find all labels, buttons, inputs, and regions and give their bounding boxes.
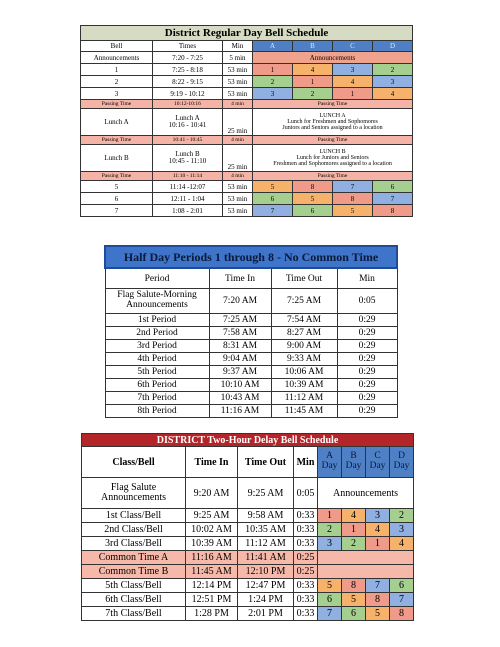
- day-cell: 5: [253, 181, 293, 193]
- min-cell: 0:29: [337, 314, 397, 327]
- day-cell: 4: [333, 76, 373, 88]
- time-out-cell: 10:39 AM: [271, 379, 337, 392]
- day-c-header: [366, 447, 390, 478]
- day-cell: 8: [366, 593, 390, 607]
- flag-salute-label: [105, 289, 209, 314]
- header-time-out: Time Out: [271, 268, 337, 289]
- min-cell: 0:05: [294, 478, 318, 509]
- day-cell: 8: [342, 579, 366, 593]
- flag-line1: Flag Salute: [110, 481, 157, 493]
- passing-label-right: Passing Time: [253, 172, 413, 181]
- min-cell: 0:29: [337, 366, 397, 379]
- day-word: Day: [393, 461, 410, 471]
- day-word: Day: [345, 461, 362, 471]
- time-out-cell: 9:25 AM: [238, 478, 294, 509]
- time-out-cell: 11:12 AM: [238, 537, 294, 551]
- table-row: [82, 579, 414, 593]
- min-cell: 0:29: [337, 340, 397, 353]
- day-cell: 6: [318, 593, 342, 607]
- delay-title: DISTRICT Two-Hour Delay Bell Schedule: [82, 434, 414, 447]
- day-cell: 1: [342, 523, 366, 537]
- table-row: [82, 509, 414, 523]
- table-row: [81, 64, 413, 76]
- time-in-cell: 10:43 AM: [209, 392, 271, 405]
- halfday-title: Half Day Periods 1 through 8 - No Common Time: [105, 246, 397, 268]
- time-out-cell: 11:41 AM: [238, 551, 294, 565]
- day-cell: 3: [253, 88, 293, 100]
- table-row: [105, 405, 397, 418]
- min-cell: 0:25: [294, 565, 318, 579]
- time-in-cell: 11:45 AM: [186, 565, 238, 579]
- lunch-a-description: [253, 109, 413, 136]
- day-cell: 2: [373, 64, 413, 76]
- time-in-cell: 12:51 PM: [186, 593, 238, 607]
- passing-min: 4 min: [223, 100, 253, 109]
- passing-row: [81, 100, 413, 109]
- class-bell-cell: 2nd Class/Bell: [82, 523, 186, 537]
- passing-times: 11:10 - 11:14: [153, 172, 223, 181]
- lunch-a-desc-title: LUNCH A: [319, 112, 346, 119]
- day-letter: C: [374, 451, 381, 462]
- time-out-cell: 7:25 AM: [271, 289, 337, 314]
- lunch-b-description: [253, 145, 413, 172]
- table-row: [105, 366, 397, 379]
- times-cell: 11:14 -12:07: [153, 181, 223, 193]
- day-cell: 3: [333, 64, 373, 76]
- time-in-cell: 8:31 AM: [209, 340, 271, 353]
- passing-row: [81, 172, 413, 181]
- table-row: [105, 379, 397, 392]
- day-cell: 8: [373, 205, 413, 217]
- lunch-a-row: [81, 109, 413, 136]
- day-letter: D: [398, 451, 405, 462]
- lunch-a-desc-line2: Juniors and Seniors assigned to a location: [282, 125, 383, 132]
- period-cell: 2nd Period: [105, 327, 209, 340]
- time-out-cell: 11:12 AM: [271, 392, 337, 405]
- time-in-cell: 11:16 AM: [209, 405, 271, 418]
- period-cell: 8th Period: [105, 405, 209, 418]
- regular-day-schedule-table: [80, 25, 413, 217]
- time-out-cell: 9:00 AM: [271, 340, 337, 353]
- bell-cell: 6: [81, 193, 153, 205]
- times-cell: 8:22 - 9:15: [153, 76, 223, 88]
- min-cell: 53 min: [223, 181, 253, 193]
- day-cell: 4: [293, 64, 333, 76]
- announcements-label: Announcements: [253, 52, 413, 64]
- passing-label: Passing Time: [81, 100, 153, 109]
- half-day-schedule-table: [104, 245, 398, 418]
- passing-times: 10:12-10:16: [153, 100, 223, 109]
- halfday-rows: [105, 314, 397, 418]
- regular-title: District Regular Day Bell Schedule: [81, 26, 413, 41]
- times-cell: 9:19 - 10:12: [153, 88, 223, 100]
- class-bell-cell: 7th Class/Bell: [82, 607, 186, 621]
- time-out-cell: 8:27 AM: [271, 327, 337, 340]
- day-cell: 5: [342, 593, 366, 607]
- header-time-in: Time In: [186, 447, 238, 478]
- day-cell: 8: [293, 181, 333, 193]
- table-row: [81, 193, 413, 205]
- flag-line2: Announcements: [101, 492, 166, 503]
- passing-label: Passing Time: [81, 136, 153, 145]
- passing-min: 4 min: [223, 172, 253, 181]
- flag-salute-label: [82, 478, 186, 509]
- day-cell: 7: [373, 193, 413, 205]
- table-row: [82, 593, 414, 607]
- day-cell: 7: [390, 593, 414, 607]
- time-in-cell: 9:37 AM: [209, 366, 271, 379]
- header-min: Min: [337, 268, 397, 289]
- table-row: [105, 314, 397, 327]
- passing-row: [81, 136, 413, 145]
- lunch-a-bell: Lunch A: [81, 109, 153, 136]
- day-cell: 1: [318, 509, 342, 523]
- day-d-header: [390, 447, 414, 478]
- time-in-cell: 12:14 PM: [186, 579, 238, 593]
- flag-salute-row: [82, 478, 414, 509]
- day-cell: 5: [366, 607, 390, 621]
- passing-label: Passing Time: [81, 172, 153, 181]
- table-row: [105, 327, 397, 340]
- day-cell: 5: [318, 579, 342, 593]
- common-time-row: [82, 565, 414, 579]
- time-in-cell: 7:20 AM: [209, 289, 271, 314]
- time-in-cell: 10:02 AM: [186, 523, 238, 537]
- day-cell: 8: [390, 607, 414, 621]
- lunch-b-times: [153, 145, 223, 172]
- min-cell: 53 min: [223, 193, 253, 205]
- class-bell-cell: 5th Class/Bell: [82, 579, 186, 593]
- min-cell: 0:29: [337, 353, 397, 366]
- table-row: [105, 392, 397, 405]
- time-out-cell: 10:35 AM: [238, 523, 294, 537]
- time-out-cell: 12:10 PM: [238, 565, 294, 579]
- day-cell: 8: [333, 193, 373, 205]
- bell-cell: 5: [81, 181, 153, 193]
- header-time-out: Time Out: [238, 447, 294, 478]
- table-row: [81, 181, 413, 193]
- header-bell: Bell: [81, 41, 153, 52]
- time-in-cell: 9:04 AM: [209, 353, 271, 366]
- day-word: Day: [369, 461, 386, 471]
- min-cell: 0:25: [294, 551, 318, 565]
- period-cell: 7th Period: [105, 392, 209, 405]
- day-d-header: D: [373, 41, 413, 52]
- class-bell-cell: Common Time B: [82, 565, 186, 579]
- day-cell: 3: [318, 537, 342, 551]
- times-cell: 7:25 - 8:18: [153, 64, 223, 76]
- lunch-b-desc-line1: Lunch for Juniors and Seniors: [296, 154, 369, 161]
- day-cell: 2: [318, 523, 342, 537]
- min-cell: 0:33: [294, 509, 318, 523]
- day-cell: 2: [342, 537, 366, 551]
- day-cell: 3: [373, 76, 413, 88]
- period-cell: 3rd Period: [105, 340, 209, 353]
- header-times: Times: [153, 41, 223, 52]
- flag-line1: Flag Salute-Morning: [117, 290, 197, 301]
- table-row: [82, 523, 414, 537]
- class-bell-cell: Common Time A: [82, 551, 186, 565]
- announcements-min: 5 min: [223, 52, 253, 64]
- table-row: [82, 607, 414, 621]
- day-cell: 2: [293, 88, 333, 100]
- day-b-header: B: [293, 41, 333, 52]
- header-min: Min: [294, 447, 318, 478]
- day-cell: 6: [390, 579, 414, 593]
- min-cell: 0:33: [294, 579, 318, 593]
- day-letter: B: [350, 451, 357, 462]
- lunch-b-desc-title: LUNCH B: [319, 148, 346, 155]
- period-cell: 5th Period: [105, 366, 209, 379]
- min-cell: 53 min: [223, 205, 253, 217]
- bell-cell: 1: [81, 64, 153, 76]
- min-cell: 0:33: [294, 607, 318, 621]
- table-row: [81, 76, 413, 88]
- day-cell: 7: [318, 607, 342, 621]
- min-cell: 53 min: [223, 64, 253, 76]
- passing-times: 10:41 - 10:45: [153, 136, 223, 145]
- time-out-cell: 10:06 AM: [271, 366, 337, 379]
- period-cell: 1st Period: [105, 314, 209, 327]
- header-class-bell: Class/Bell: [82, 447, 186, 478]
- day-cell: 7: [253, 205, 293, 217]
- lunch-b-row: [81, 145, 413, 172]
- day-cell: 6: [293, 205, 333, 217]
- day-cell: 4: [373, 88, 413, 100]
- min-cell: 0:29: [337, 392, 397, 405]
- day-cell: 7: [366, 579, 390, 593]
- day-a-header: A: [253, 41, 293, 52]
- day-cell: 4: [366, 523, 390, 537]
- day-word: Day: [321, 461, 338, 471]
- lunch-b-range: 10:45 - 11:10: [168, 157, 207, 165]
- time-in-cell: 9:20 AM: [186, 478, 238, 509]
- min-cell: 0:29: [337, 327, 397, 340]
- class-bell-cell: 1st Class/Bell: [82, 509, 186, 523]
- header-time-in: Time In: [209, 268, 271, 289]
- passing-label-right: Passing Time: [253, 136, 413, 145]
- day-cell: 6: [342, 607, 366, 621]
- time-out-cell: 12:47 PM: [238, 579, 294, 593]
- day-cell: 7: [333, 181, 373, 193]
- day-cell: 1: [293, 76, 333, 88]
- time-in-cell: 9:25 AM: [186, 509, 238, 523]
- time-out-cell: 1:24 PM: [238, 593, 294, 607]
- table-row: [81, 88, 413, 100]
- announcements-times: 7:20 - 7:25: [153, 52, 223, 64]
- day-b-header: [342, 447, 366, 478]
- common-time-blank: [318, 565, 414, 579]
- min-cell: 0:29: [337, 379, 397, 392]
- day-cell: 2: [253, 76, 293, 88]
- day-cell: 3: [366, 509, 390, 523]
- table-row: [82, 537, 414, 551]
- day-cell: 1: [366, 537, 390, 551]
- time-in-cell: 11:16 AM: [186, 551, 238, 565]
- two-hour-delay-schedule-table: [81, 433, 414, 621]
- bell-cell: 7: [81, 205, 153, 217]
- announcements-label: Announcements: [318, 478, 414, 509]
- day-cell: 4: [390, 537, 414, 551]
- period-cell: 4th Period: [105, 353, 209, 366]
- day-letter: A: [326, 451, 333, 462]
- table-row: [81, 205, 413, 217]
- time-in-cell: 1:28 PM: [186, 607, 238, 621]
- day-cell: 5: [333, 205, 373, 217]
- time-in-cell: 10:39 AM: [186, 537, 238, 551]
- lunch-a-range: 10:16 - 10:41: [168, 121, 207, 129]
- lunch-a-desc-line1: Lunch for Freshmen and Sophomores: [287, 118, 378, 125]
- time-out-cell: 9:58 AM: [238, 509, 294, 523]
- class-bell-cell: 3rd Class/Bell: [82, 537, 186, 551]
- day-cell: 4: [342, 509, 366, 523]
- period-cell: 6th Period: [105, 379, 209, 392]
- table-row: [105, 353, 397, 366]
- day-c-header: C: [333, 41, 373, 52]
- times-cell: 1:08 - 2:01: [153, 205, 223, 217]
- lunch-b-desc-line2: Freshmen and Sophomores assigned to a location: [273, 161, 392, 168]
- lunch-b-min: 25 min: [223, 145, 253, 172]
- day-cell: 2: [390, 509, 414, 523]
- flag-line2: Announcements: [126, 300, 188, 310]
- lunch-a-times: [153, 109, 223, 136]
- announcements-bell: Announcements: [81, 52, 153, 64]
- day-cell: 3: [390, 523, 414, 537]
- day-cell: 5: [293, 193, 333, 205]
- time-out-cell: 2:01 PM: [238, 607, 294, 621]
- lunch-b-label: Lunch B: [175, 149, 200, 158]
- passing-label-right: Passing Time: [253, 100, 413, 109]
- passing-min: 4 min: [223, 136, 253, 145]
- class-bell-cell: 6th Class/Bell: [82, 593, 186, 607]
- common-time-row: [82, 551, 414, 565]
- min-cell: 0:33: [294, 523, 318, 537]
- min-cell: 53 min: [223, 76, 253, 88]
- bell-cell: 3: [81, 88, 153, 100]
- flag-salute-row: [105, 289, 397, 314]
- lunch-b-bell: Lunch B: [81, 145, 153, 172]
- time-out-cell: 9:33 AM: [271, 353, 337, 366]
- min-cell: 0:05: [337, 289, 397, 314]
- lunch-a-label: Lunch A: [175, 113, 200, 122]
- time-in-cell: 7:25 AM: [209, 314, 271, 327]
- day-a-header: [318, 447, 342, 478]
- times-cell: 12:11 - 1:04: [153, 193, 223, 205]
- day-cell: 6: [373, 181, 413, 193]
- min-cell: 0:33: [294, 593, 318, 607]
- time-in-cell: 10:10 AM: [209, 379, 271, 392]
- header-min: Min: [223, 41, 253, 52]
- lunch-a-min: 25 min: [223, 109, 253, 136]
- min-cell: 0:33: [294, 537, 318, 551]
- bell-cell: 2: [81, 76, 153, 88]
- header-period: Period: [105, 268, 209, 289]
- time-out-cell: 7:54 AM: [271, 314, 337, 327]
- min-cell: 53 min: [223, 88, 253, 100]
- day-cell: 1: [253, 64, 293, 76]
- time-out-cell: 11:45 AM: [271, 405, 337, 418]
- day-cell: 6: [253, 193, 293, 205]
- time-in-cell: 7:58 AM: [209, 327, 271, 340]
- table-row: [105, 340, 397, 353]
- common-time-blank: [318, 551, 414, 565]
- min-cell: 0:29: [337, 405, 397, 418]
- day-cell: 1: [333, 88, 373, 100]
